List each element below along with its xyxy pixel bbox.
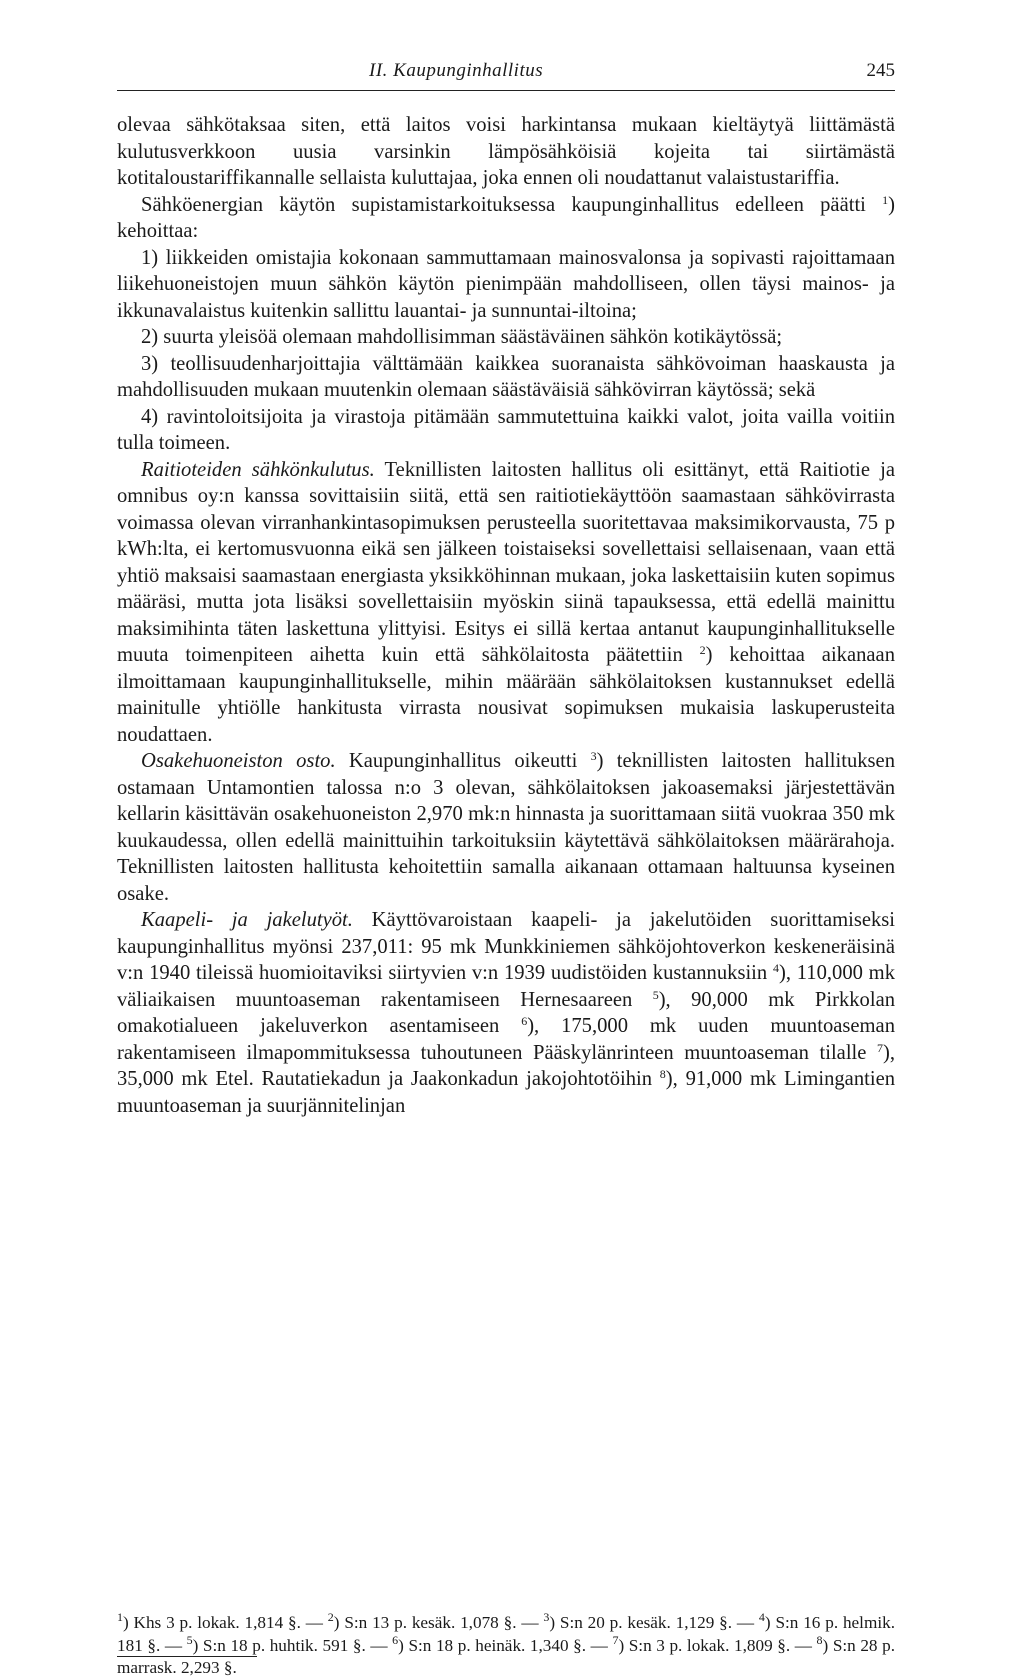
footnote: ) S:n 16 p. helmik. 181 §. — [117, 1613, 895, 1655]
header-rule [117, 90, 895, 91]
paragraph: Raitioteiden sähkönkulutus. Teknillisten laitosten hallitus oli esittänyt, että Raitiotie ja omnibus oy:n kanssa sovittaisiin siitä, että sen raitiotiekäyttöön saamastaan sähkövirrasta voimassa olevan virranhankintasopimuksen perusteella suoritettavaa maksimikorvausta, 75 p kWh:lta, ei kertomusvuonna eikä sen jälkeen toistaiseksi sovellettaisi sellaisenaan, vaan että yhtiö maksaisi saamastaan energiasta yksikköhinnan mukaan, joka laskettaisiin kuten sopimus määräsi, mutta jota lisäksi sovellettaisiin myöskin siinä tapauksessa, että edellä mainittu maksimihinta täten laskettuna ylittyisi. Esitys ei sillä kertaa antanut kaupunginhallitukselle muuta toimenpiteen aihetta kuin että sähkölaitosta päätettiin $^2$) kehoittaa aikanaan ilmoittamaan kaupunginhallitukselle, mihin määrään sähkölaitoksen kustannukset edellä mainitulle yhtiölle hankitusta virrasta nousivat sopimuksen mukaisia laskuperusteita noudattaen. [117, 458, 895, 746]
footnote: ) Khs 3 p. lokak. 1,814 §. — [123, 1613, 328, 1632]
list-item: 4) ravintoloitsijoita ja virastoja pitämään sammutettuina kaikki valot, joita vailla voitiin tulla toimeen. [117, 405, 895, 454]
chapter-title: II. Kaupunginhallitus [369, 60, 544, 81]
running-header [117, 60, 895, 90]
footnote: ) S:n 28 p. marrask. 2,293 §. [117, 1635, 896, 1677]
footnote: ) S:n 18 p. heinäk. 1,340 §. — [398, 1635, 613, 1655]
footnote-ref: 4 [772, 961, 779, 975]
footnote: ) S:n 13 p. kesäk. 1,078 §. — [333, 1613, 544, 1632]
footnote-ref: 7 [876, 1040, 883, 1055]
paragraph: Kaapeli- ja jakelutyöt. Käyttövaroistaan kaapeli- ja jakelutöiden suorittamiseksi kaupunginhallitus myönsi 237,011: 95 mk Munkkiniemen sähköjohtoverkon keskeneräisinä v:n 1940 tileissä huomioitaviksi siirtyvien v:n 1939 uudistöiden kustannuksiin $^4$), 110,000 mk väliaikaisen muuntoaseman rakentamiseen Hernesaareen $^5$), 90,000 mk Pirkkolan omakotialueen jakeluverkon asentamiseen $^6$), 175,000 mk uuden muuntoaseman rakentamiseen ilmapommituksessa tuhoutuneen Pääskylänrinteen muuntoaseman tilalle $^7$), 35,000 mk Etel. Rautatiekadun ja Jaakonkadun jakojohtotöihin $^8$), 91,000 mk Limingantien muuntoaseman ja suurjännitelinjan [117, 909, 896, 1117]
document-page [117, 60, 896, 1677]
list-item: 3) teollisuudenharjoittajia välttämään kaikkea suoranaista sähkövoiman haaskausta ja mahdollisuuden mukaan muutenkin olemaan säästäväisiä sähkövirran käytössä; sekä [117, 352, 895, 401]
footnote-ref: 8 [659, 1067, 666, 1081]
section-heading: Osakehuoneiston osto. [141, 750, 336, 772]
section-heading: Raitioteiden sähkönkulutus. [141, 458, 375, 481]
paragraph: olevaa sähkötaksaa siten, että laitos voisi harkintansa mukaan kieltäytyä liittämästä kulutusverkkoon uusia varsinkin lämpösähköisiä kojeita tai siirtämästä kotitaloustariffikannalle sellaista kuluttajaa, joka ennen oli noudattanut valaistustariffia. [117, 114, 895, 189]
footnote-ref: 6 [521, 1014, 528, 1028]
footnote-ref: 5 [652, 987, 659, 1002]
footnote: ) S:n 20 p. kesäk. 1,129 §. — [549, 1613, 759, 1632]
list-item: 2) suurta yleisöä olemaan mahdollisimman säästäväinen sähkön kotikäytössä; [141, 326, 783, 348]
footnote-ref: 1 [882, 192, 889, 207]
list-item: 1) liikkeiden omistajia kokonaan sammuttamaan mainosvalonsa ja sopivasti rajoittamaan liikehuoneistojen muun sähkön käytön pienimpään mahdolliseen, ollen täysi mainos- ja ikkunavalaistus kuitenkin sallittu lauantai- ja sunnuntai-iltoina; [117, 246, 895, 322]
main-text [117, 112, 895, 1119]
footnotes: $^1$) Khs 3 p. lokak. 1,814 §. — $^2$) S:n 13 p. kesäk. 1,078 §. — $^3$) S:n 20 p. kesäk. 1,129 §. — $^4$) S:n 16 p. helmik. 181 §. — $^5$) S:n 18 p. huhtik. 591 §. — $^6$) S:n 18 p. heinäk. 1,340 §. — $^7$) S:n 3 p. lokak. 1,809 §. — $^8$) S:n 28 p. marrask. 2,293 §. [117, 1610, 896, 1677]
footnote: ) S:n 18 p. huhtik. 591 §. — [192, 1635, 393, 1655]
paragraph: Sähköenergian käytön supistamistarkoituksessa kaupunginhallitus edelleen päätti $^1$) kehoittaa: [117, 192, 895, 242]
footnote-ref: 3 [590, 749, 597, 763]
footnote-ref: 2 [699, 643, 706, 657]
footnote: ) S:n 3 p. lokak. 1,809 §. — [618, 1635, 817, 1655]
section-heading: Kaapeli- ja jakelutyöt. [141, 909, 353, 931]
page-number: 245 [866, 60, 895, 81]
paragraph: Osakehuoneiston osto. Kaupunginhallitus oikeutti $^3$) teknillisten laitosten hallituksen ostamaan Untamontien talossa n:o 3 olevan, sähkölaitoksen jakoasemaksi järjestettävän kellarin käsittävän osakehuoneiston 2,970 mk:n hinnasta ja suorittamaan siitä vuokraa 350 mk kuukaudessa, ollen edellä mainittuihin tarkoituksiin käytettävä sähkölaitoksen määrärahoja. Teknillisten laitosten hallitusta kehoitettiin samalla aikanaan ottamaan haltuunsa kyseinen osake. [117, 749, 895, 905]
